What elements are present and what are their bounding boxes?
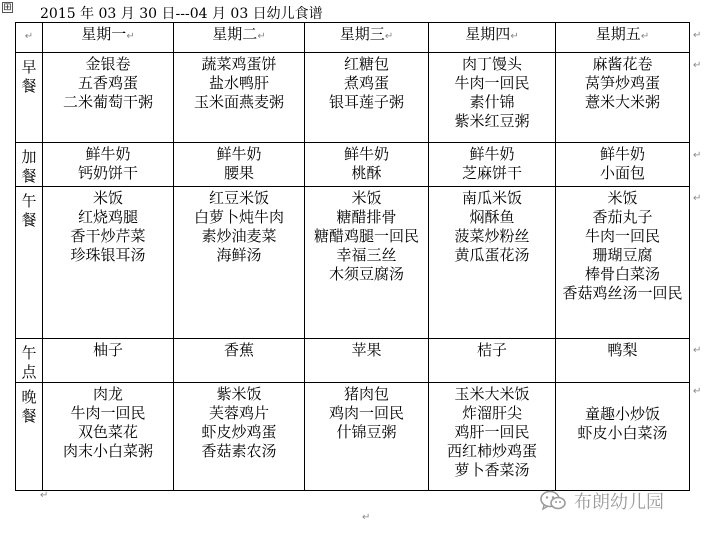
menu-cell: 红糖包 煮鸡蛋 银耳莲子粥 [305, 53, 429, 143]
header-day-4: 星期四↵ [429, 23, 556, 53]
page-title: 2015 年 03 月 30 日---04 月 03 日幼儿食谱 [40, 6, 323, 22]
header-corner: ↵ [16, 23, 43, 53]
menu-cell: 香蕉 [174, 339, 305, 383]
row-end-mark: ↵ [693, 193, 702, 204]
row-end-mark: ↵ [693, 150, 702, 161]
menu-cell: 鲜牛奶 钙奶饼干 [43, 143, 174, 187]
meal-row-dinner [16, 383, 690, 491]
menu-cell: 猪肉包 鸡肉一回民 什锦豆粥 [305, 383, 429, 491]
menu-cell: 柚子 [43, 339, 174, 383]
header-day-2: 星期二↵ [174, 23, 305, 53]
menu-cell: 鲜牛奶 芝麻饼干 [429, 143, 556, 187]
menu-cell: 鲜牛奶 桃酥 [305, 143, 429, 187]
table-move-handle[interactable]: ⊞ [3, 2, 12, 13]
watermark [540, 488, 664, 514]
paragraph-mark: ↵ [40, 490, 49, 501]
header-day-1: 星期一↵ [43, 23, 174, 53]
menu-cell: 红豆米饭 白萝卜炖牛肉 素炒油麦菜 海鲜汤 [174, 187, 305, 339]
menu-cell: 米饭 香茄丸子 牛肉一回民 珊瑚豆腐 棒骨白菜汤 香菇鸡丝汤一回民 [556, 187, 690, 339]
meal-label: 早 餐 [16, 53, 43, 143]
menu-cell: 鸭梨 [556, 339, 690, 383]
menu-cell: 童趣小炒饭 虾皮小白菜汤 [556, 383, 690, 491]
menu-cell: 麻酱花卷 莴笋炒鸡蛋 薏米大米粥 [556, 53, 690, 143]
menu-cell: 南瓜米饭 焖酥鱼 菠菜炒粉丝 黄瓜蛋花汤 [429, 187, 556, 339]
menu-cell: 桔子 [429, 339, 556, 383]
menu-cell: 金银卷 五香鸡蛋 二米葡萄干粥 [43, 53, 174, 143]
menu-cell: 鲜牛奶 小面包 [556, 143, 690, 187]
menu-cell: 苹果 [305, 339, 429, 383]
meal-row-breakfast [16, 53, 690, 143]
row-end-mark: ↵ [693, 345, 702, 356]
header-row [16, 23, 690, 53]
meal-row-afternoon-snack [16, 339, 690, 383]
meal-row-snack [16, 143, 690, 187]
menu-cell: 肉丁馒头 牛肉一回民 素什锦 紫米红豆粥 [429, 53, 556, 143]
menu-cell: 米饭 红烧鸡腿 香干炒芹菜 珍珠银耳汤 [43, 187, 174, 339]
row-end-mark: ↵ [693, 386, 702, 397]
row-end-mark: ↵ [693, 30, 702, 41]
wechat-icon [540, 490, 566, 512]
meal-label: 午 点 [16, 339, 43, 383]
meal-label: 加 餐 [16, 143, 43, 187]
menu-table [15, 22, 690, 491]
menu-cell: 鲜牛奶 腰果 [174, 143, 305, 187]
menu-cell: 玉米大米饭 炸溜肝尖 鸡肝一回民 西红柿炒鸡蛋 萝卜香菜汤 [429, 383, 556, 491]
watermark-text: 布朗幼儿园 [574, 492, 664, 513]
meal-row-lunch [16, 187, 690, 339]
meal-label: 晚 餐 [16, 383, 43, 491]
row-end-mark: ↵ [693, 60, 702, 71]
header-day-5: 星期五↵ [556, 23, 690, 53]
menu-cell: 蔬菜鸡蛋饼 盐水鸭肝 玉米面燕麦粥 [174, 53, 305, 143]
menu-cell: 米饭 糖醋排骨 糖醋鸡腿一回民 幸福三丝 木须豆腐汤 [305, 187, 429, 339]
meal-label: 午 餐 [16, 187, 43, 339]
paragraph-mark: ↵ [362, 512, 371, 523]
header-day-3: 星期三↵ [305, 23, 429, 53]
menu-cell: 肉龙 牛肉一回民 双色菜花 肉末小白菜粥 [43, 383, 174, 491]
menu-cell: 紫米饭 芙蓉鸡片 虾皮炒鸡蛋 香菇素农汤 [174, 383, 305, 491]
